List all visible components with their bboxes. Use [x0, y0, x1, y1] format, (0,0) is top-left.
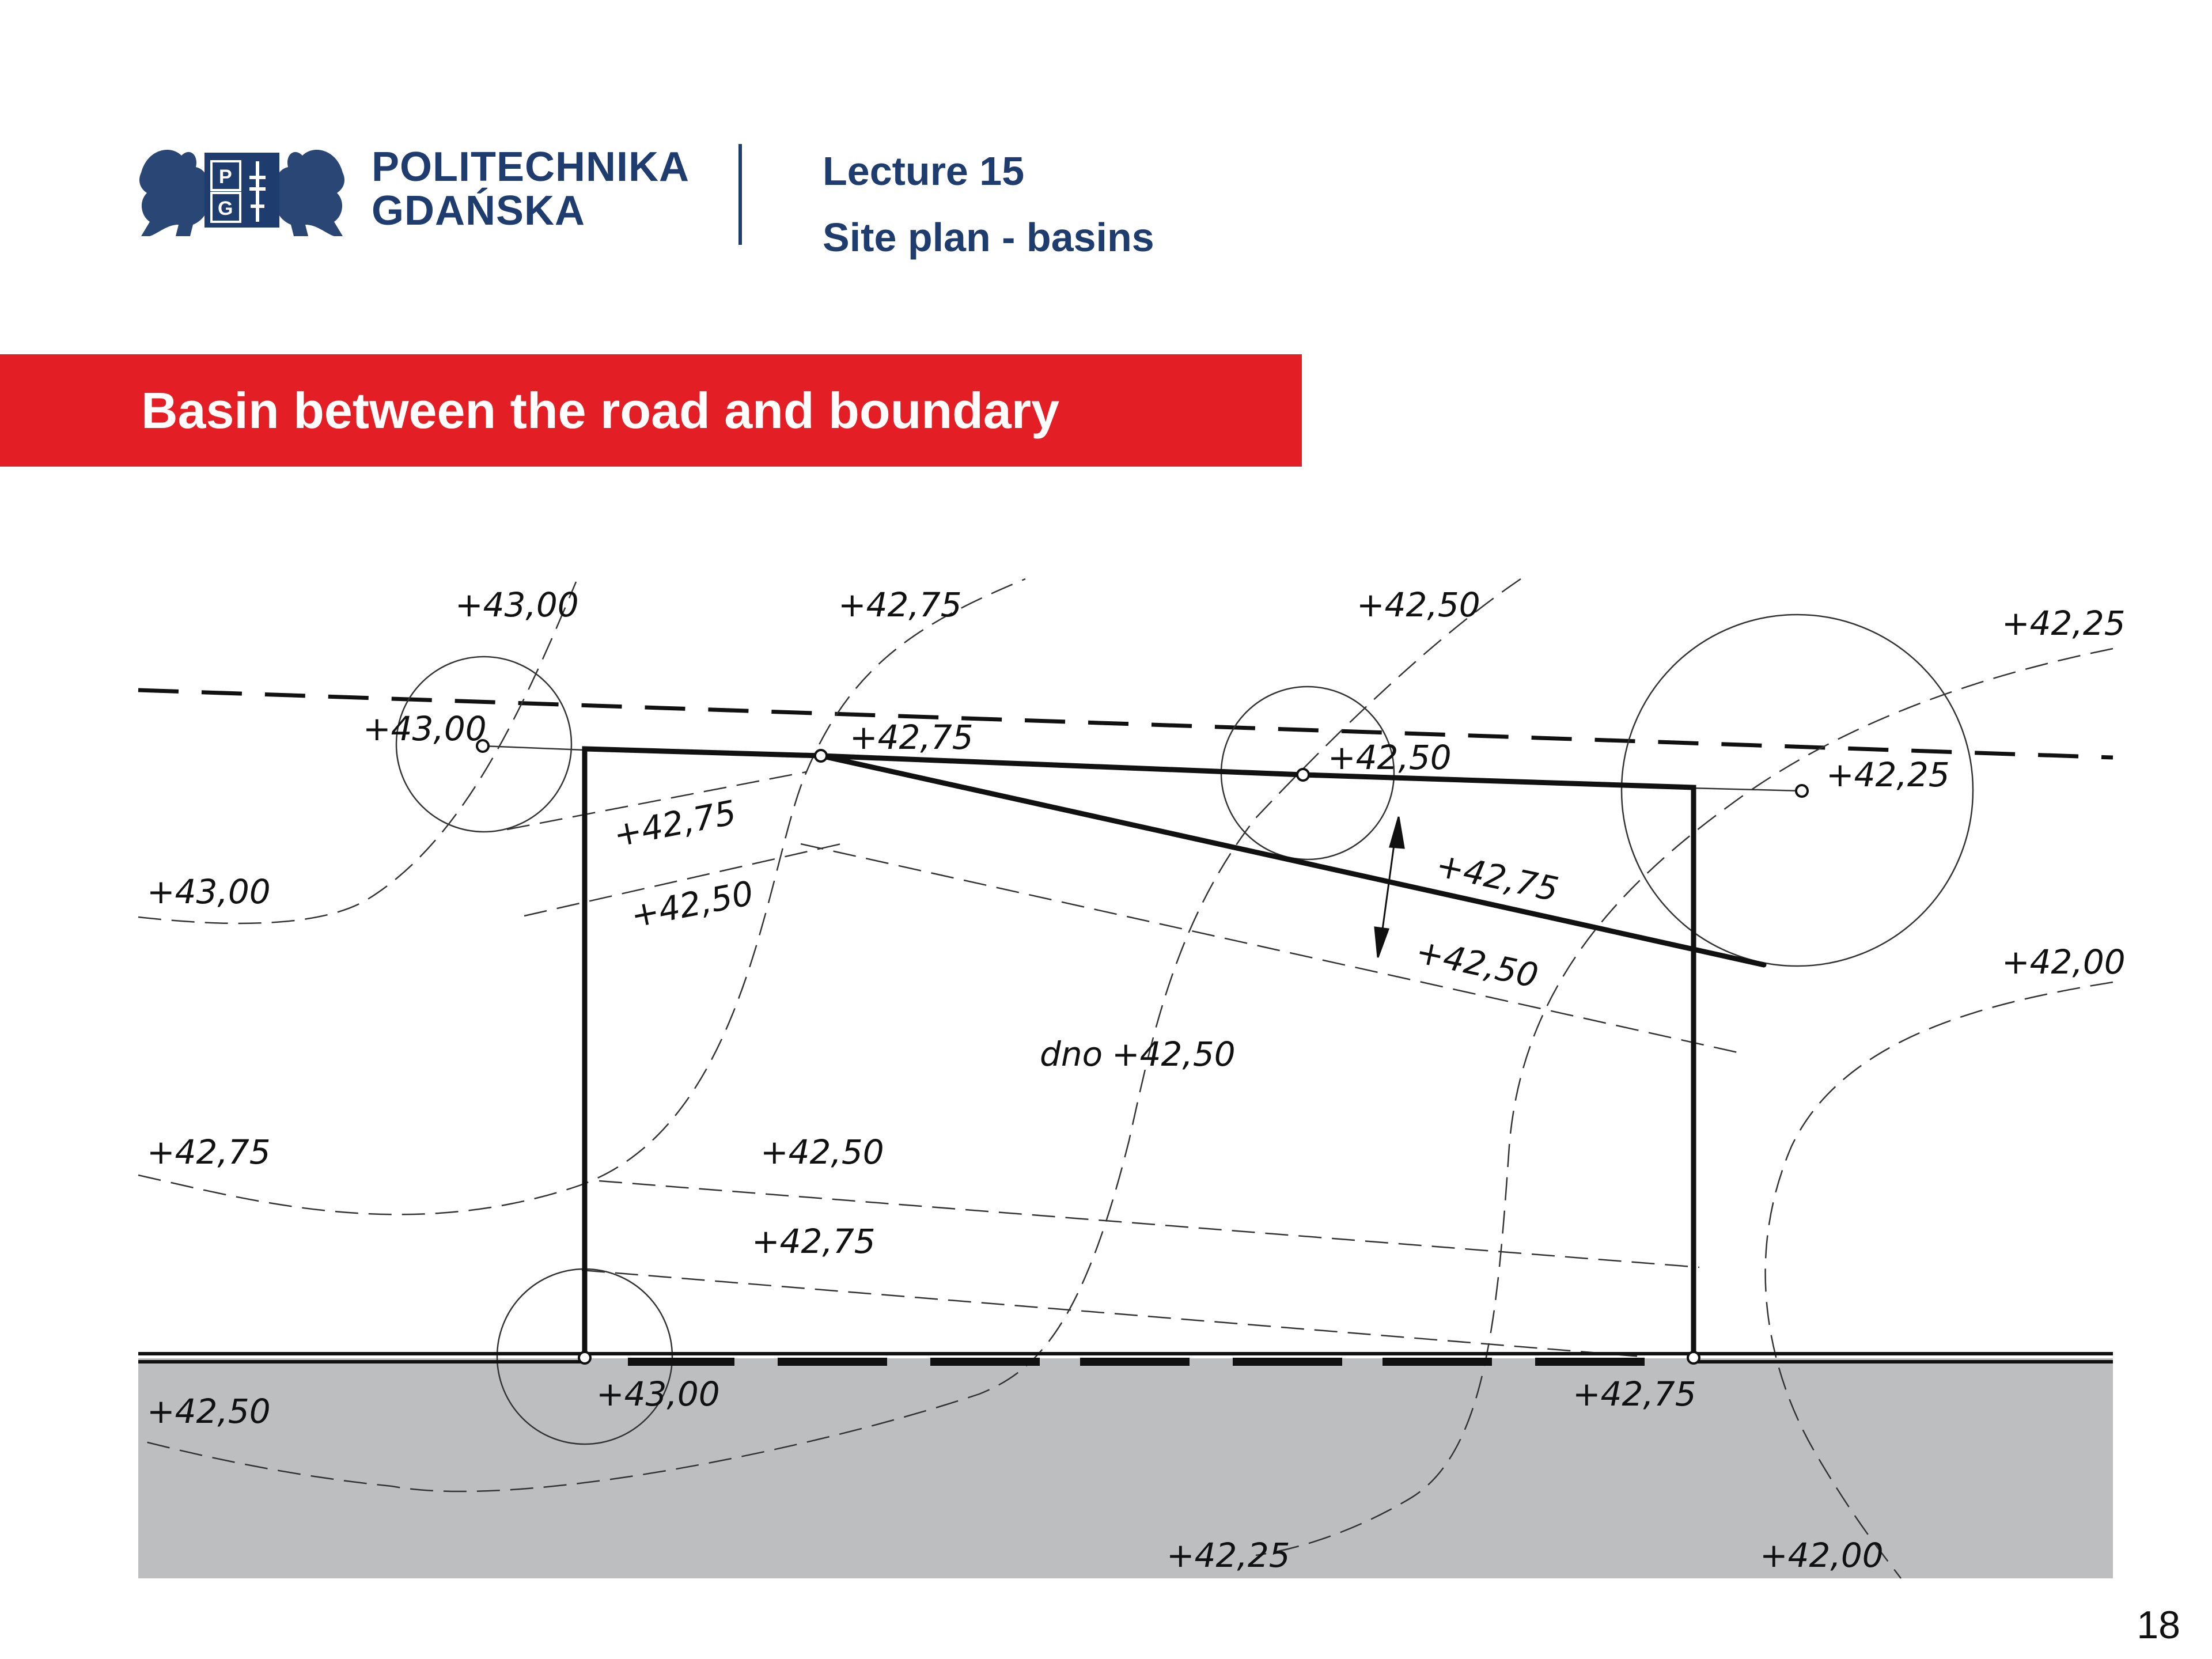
inner-line-4275-bottom — [582, 1270, 1642, 1357]
inner-label-f: +42,75 — [752, 1222, 876, 1261]
point-label-5: +43,00 — [596, 1374, 720, 1414]
contour-label-top-4300: +43,00 — [455, 585, 579, 624]
point-label-6: +42,75 — [1573, 1374, 1696, 1414]
inner-line-slope — [801, 844, 1745, 1054]
contour-label-left-4300: +43,00 — [147, 872, 271, 911]
svg-text:G: G — [218, 198, 233, 219]
lecture-topic: Site plan - basins — [823, 215, 1154, 260]
inner-label-e: +42,50 — [760, 1132, 884, 1172]
university-name-line1: POLITECHNIKA — [372, 144, 690, 190]
contour-label-bottom-4200: +42,00 — [1760, 1536, 1884, 1575]
inner-label-b: +42,50 — [627, 873, 757, 935]
contour-label-left-4250: +42,50 — [147, 1392, 271, 1431]
point-label-4: +42,25 — [1826, 755, 1950, 794]
contour-label-top-4225: +42,25 — [2002, 604, 2126, 643]
contour-label-top-4250: +42,50 — [1357, 585, 1480, 624]
inner-label-c: +42,75 — [1433, 845, 1562, 910]
contour-4275 — [138, 579, 1025, 1214]
inner-label-a: +42,75 — [610, 793, 740, 855]
contour-label-top-4275: +42,75 — [838, 585, 962, 624]
contour-label-right-4200: +42,00 — [2002, 942, 2126, 982]
basin-bottom-label: dno — [1040, 1035, 1103, 1074]
slide-title: Basin between the road and boundary — [141, 382, 1060, 439]
contour-label-left-4275: +42,75 — [147, 1132, 271, 1172]
point-label-1: +43,00 — [363, 709, 487, 748]
basin-bottom-value: +42,50 — [1112, 1035, 1236, 1074]
inner-label-d: +42,50 — [1412, 931, 1542, 996]
point-label-2: +42,75 — [850, 718, 974, 757]
svg-text:P: P — [219, 166, 232, 188]
page-number: 18 — [2137, 1603, 2180, 1647]
point-label-3: +42,50 — [1328, 738, 1452, 777]
contour-label-bottom-4225: +42,25 — [1166, 1536, 1290, 1575]
university-name-line2: GDAŃSKA — [372, 188, 586, 234]
lecture-number: Lecture 15 — [823, 149, 1025, 194]
